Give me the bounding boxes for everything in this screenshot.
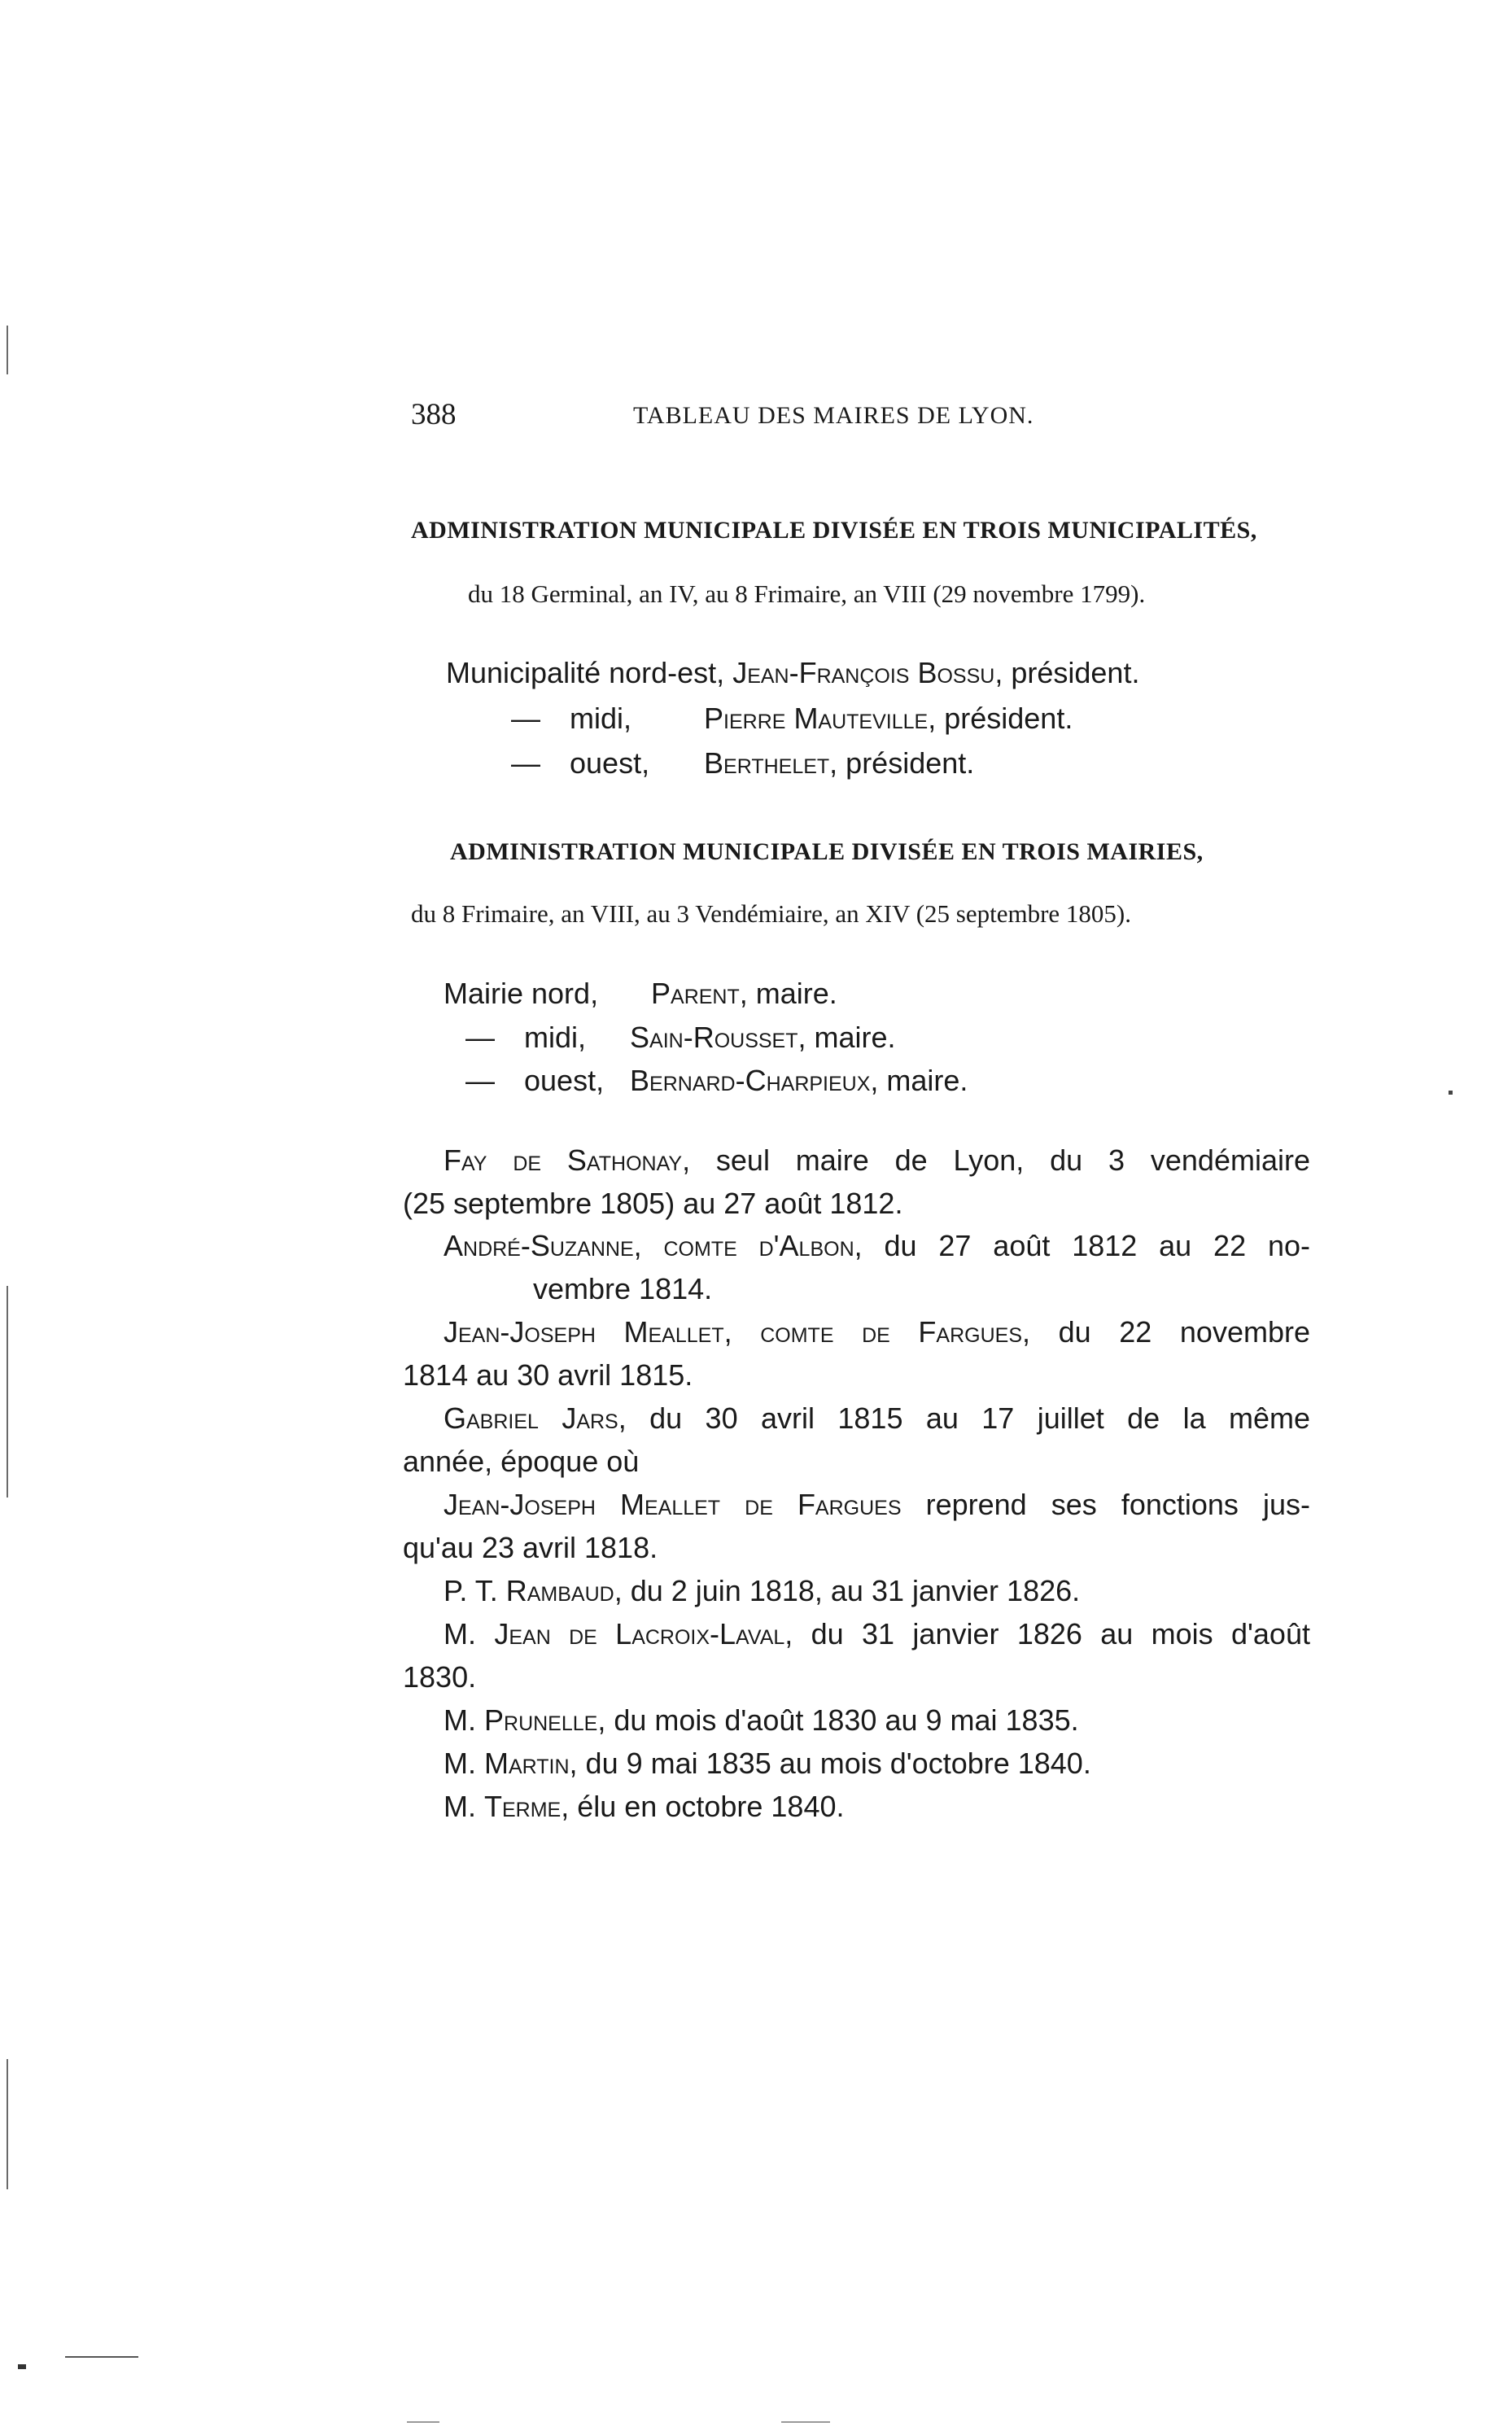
entry-name: Pierre Mauteville <box>704 702 929 735</box>
mayor-prefix: P. T. <box>444 1574 506 1607</box>
entry-name: Bernard-Charpieux <box>630 1064 871 1097</box>
scan-speck <box>407 2421 439 2423</box>
mayor-name: Fay de Sathonay <box>444 1143 683 1177</box>
section1-entry-midi <box>511 702 1073 736</box>
scan-edge-mark <box>7 1286 8 1498</box>
entry-name: Berthelet <box>704 746 830 780</box>
mayor-text: , du 2 juin 1818, au 31 janvier 1826. <box>614 1574 1081 1607</box>
mayor-name: Martin <box>484 1747 570 1780</box>
ditto-dash: — <box>465 1021 495 1054</box>
entry-role: , président. <box>928 702 1073 735</box>
mayor-name: Terme <box>484 1790 562 1823</box>
mayor-jars-line1 <box>444 1401 1310 1436</box>
entry-lead: ouest, <box>524 1064 605 1097</box>
mayor-lacroix-line1 <box>444 1617 1310 1651</box>
entry-lead: midi, <box>570 702 632 735</box>
mayor-martin <box>444 1747 1091 1781</box>
section1-entry-nord-est <box>446 656 1139 690</box>
entry-role: , président. <box>994 656 1140 689</box>
mayor-name: Jean-Joseph Meallet, comte de Fargues <box>444 1315 1022 1349</box>
mayor-text: , du 31 janvier 1826 au mois d'août <box>784 1617 1310 1651</box>
mayor-text: , du mois d'août 1830 au 9 mai 1835. <box>597 1703 1079 1737</box>
mayor-rambaud <box>444 1574 1080 1608</box>
section2-entry-nord <box>444 977 837 1011</box>
entry-name: Sain-Rousset <box>630 1021 798 1054</box>
section1-entry-ouest <box>511 746 974 780</box>
section1-heading: ADMINISTRATION MUNICIPALE DIVISÉE EN TROIS MUNICIPALITÉS, <box>411 517 1257 544</box>
running-title: TABLEAU DES MAIRES DE LYON. <box>633 402 1034 429</box>
mayor-name: Jean de Lacroix-Laval <box>494 1617 785 1651</box>
mayor-jars-line2: année, époque où <box>403 1445 640 1478</box>
mayor-prefix: M. <box>444 1703 484 1737</box>
section2-heading: ADMINISTRATION MUNICIPALE DIVISÉE EN TROIS MAIRIES, <box>450 838 1204 865</box>
entry-role: , maire. <box>739 977 837 1010</box>
mayor-meallet-line1 <box>444 1315 1310 1349</box>
entry-lead: Municipalité nord-est, <box>446 656 725 689</box>
mayor-prunelle <box>444 1703 1079 1738</box>
page-number: 388 <box>411 398 457 431</box>
mayor-fay-line2: (25 septembre 1805) au 27 août 1812. <box>403 1187 903 1220</box>
section2-entry-midi <box>465 1021 896 1055</box>
entry-name: Parent <box>651 977 740 1010</box>
mayor-name: Prunelle <box>484 1703 598 1737</box>
entry-role: , président. <box>829 746 975 780</box>
mayor-meallet2-line1 <box>444 1488 1310 1522</box>
mayor-terme <box>444 1790 845 1824</box>
mayor-name: Jean-Joseph Meallet de Fargues <box>444 1488 902 1521</box>
mayor-fay-line1 <box>444 1143 1310 1178</box>
mayor-meallet-line2: 1814 au 30 avril 1815. <box>403 1358 693 1392</box>
scan-edge-mark <box>7 326 8 374</box>
mayor-lacroix-line2: 1830. <box>403 1660 477 1694</box>
mayor-text: , seul maire de Lyon, du 3 vendémiaire <box>682 1143 1310 1177</box>
mayor-text: , élu en octobre 1840. <box>561 1790 845 1823</box>
mayor-prefix: M. <box>444 1747 484 1780</box>
mayor-name: Gabriel Jars <box>444 1401 618 1435</box>
entry-lead: Mairie nord, <box>444 977 599 1010</box>
mayor-text: , du 30 avril 1815 au 17 juillet de la même <box>618 1401 1311 1435</box>
mayor-name: Rambaud <box>505 1574 614 1607</box>
entry-lead: midi, <box>524 1021 587 1054</box>
mayor-text: , du 22 novembre <box>1022 1315 1310 1349</box>
mayor-text: reprend ses fonctions jus- <box>901 1488 1310 1521</box>
mayor-prefix: M. <box>444 1790 484 1823</box>
mayor-text: , du 9 mai 1835 au mois d'octobre 1840. <box>569 1747 1091 1780</box>
mayor-albon-line1 <box>444 1229 1310 1263</box>
section2-dates: du 8 Frimaire, an VIII, au 3 Vendémiaire, an XIV (25 septembre 1805). <box>411 899 1131 928</box>
scan-edge-mark <box>7 2059 8 2189</box>
section1-dates: du 18 Germinal, an IV, au 8 Frimaire, an VIII (29 novembre 1799). <box>468 579 1146 608</box>
scan-speck <box>781 2421 830 2423</box>
mayor-meallet2-line2: qu'au 23 avril 1818. <box>403 1531 658 1564</box>
section2-entry-ouest <box>465 1064 968 1098</box>
mayor-albon-line2: vembre 1814. <box>533 1272 713 1305</box>
entry-name: Jean-François Bossu <box>732 656 995 689</box>
ditto-dash: — <box>511 746 540 780</box>
mayor-name: André-Suzanne, comte d'Albon <box>444 1229 854 1262</box>
ditto-dash: — <box>465 1064 495 1097</box>
scan-speck <box>1449 1091 1453 1095</box>
ditto-dash: — <box>511 702 540 735</box>
entry-role: , maire. <box>798 1021 896 1054</box>
scan-speck <box>65 2356 138 2358</box>
mayor-text: , du 27 août 1812 au 22 no- <box>854 1229 1310 1262</box>
scan-speck <box>18 2364 26 2369</box>
mayor-prefix: M. <box>444 1617 495 1651</box>
entry-lead: ouest, <box>570 746 650 780</box>
entry-role: , maire. <box>870 1064 968 1097</box>
